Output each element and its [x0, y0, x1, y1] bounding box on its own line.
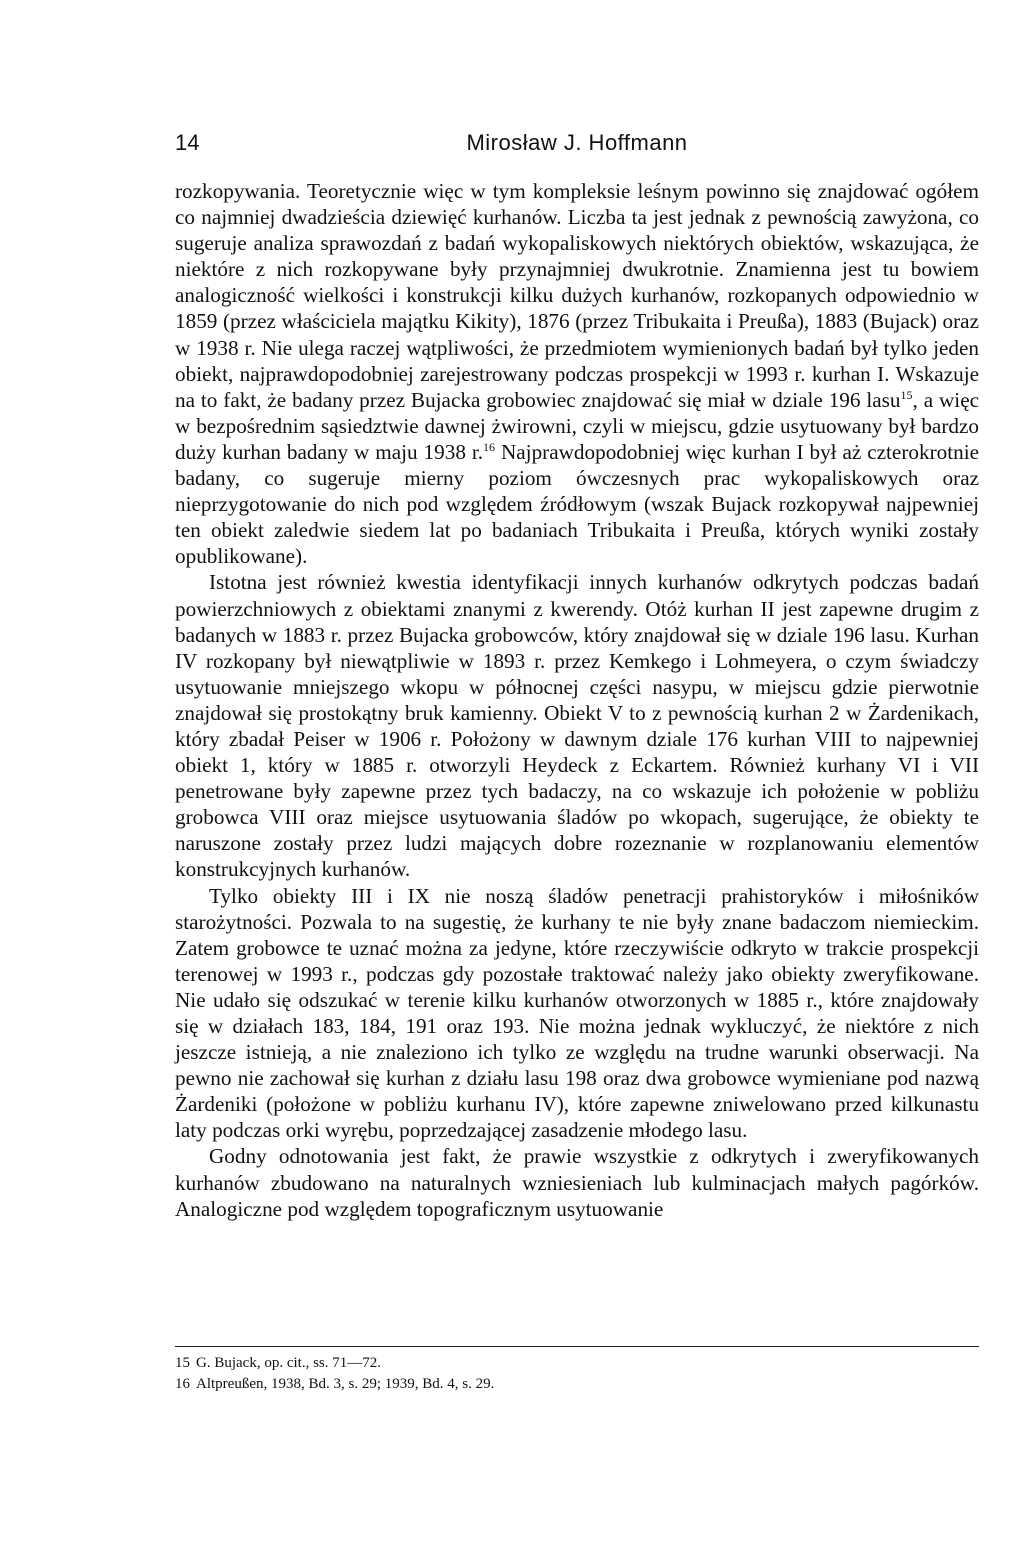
footnote-number: 15 — [175, 1355, 190, 1371]
footnote-reference: 16 — [483, 439, 496, 454]
paragraph-text: rozkopywania. Teoretycznie więc w tym kompleksie leśnym powinno się znajdować ogółem co najmniej dwadzieścia dziewięć kurhanów. Liczba ta jest jednak z pewnością zawyżona, co sugeruje analiza sprawozdań z badań wykopaliskowych niektórych obiektów, wskazująca, że niektóre z nich rozkopywane były przynajmniej dwukrotnie. Znamienna jest tu bowiem analogiczność wielkości i konstrukcji kilku dużych kurhanów, rozkopanych odpowiednio w 1859 (przez właściciela majątku Kikity), 1876 (przez Tribukaita i Preußa), 1883 (Bujack) oraz w 1938 r. Nie ulega raczej wątpliwości, że przedmiotem wymienionych badań był tylko jeden obiekt, najprawdopodobniej zarejestrowany podczas prospekcji w 1993 r. kurhan I. Wskazuje na to fakt, że badany przez Bujacka grobowiec znajdować się miał w dziale 196 lasu — [175, 179, 979, 412]
running-head: Mirosław J. Hoffmann — [466, 130, 688, 155]
footnote-text: Altpreußen, 1938, Bd. 3, s. 29; 1939, Bd. 4, s. 29. — [196, 1376, 495, 1392]
paragraph: Godny odnotowania jest fakt, że prawie wszystkie z odkrytych i zweryfikowanych kurhanów zbudowano na naturalnych wzniesieniach lub kulminacjach małych pagórków. Analogiczne pod względem topograficznym usytuowanie — [175, 1144, 979, 1221]
paragraph-text: , a więc w bezpośrednim sąsiedztwie dawnej żwirowni, czyli w miejscu, gdzie usytuowany był bardzo duży kurhan badany w maju 1938 r. — [175, 387, 980, 464]
footnote — [175, 1374, 979, 1395]
paragraph: Tylko obiekty III i IX nie noszą śladów penetracji prahistoryków i miłośników starożytności. Pozwala to na sugestię, że kurhany te nie były znane badaczom niemieckim. Zatem grobowce te uznać można za jedyne, które rzeczywiście odkryto w trakcie prospekcji terenowej w 1993 r., podczas gdy pozostałe traktować należy jako obiekty zweryfikowane. Nie udało się odszukać w terenie kilku kurhanów otworzonych w 1885 r., które znajdowały się w działach 183, 184, 191 oraz 193. Nie można jednak wykluczyć, że niektóre z nich jeszcze istnieją, a nie znaleziono ich tylko ze względu na trudne warunki obserwacji. Na pewno nie zachował się kurhan z działu lasu 198 oraz dwa grobowce wymieniane pod nazwą Żardeniki (położone w pobliżu kurhanu IV), które zapewne zniwelowano przed kilkunastu laty podczas orki wyrębu, poprzedzającej zasadzenie młodego lasu. — [175, 883, 979, 1143]
body-text — [175, 178, 979, 1222]
paragraph — [175, 178, 979, 569]
footnote — [175, 1353, 979, 1374]
footnote-text: G. Bujack, op. cit., ss. 71—72. — [196, 1355, 381, 1371]
footnote-reference: 15 — [900, 387, 913, 402]
page-header — [175, 128, 979, 164]
page-number: 14 — [175, 130, 200, 155]
footnote-number: 16 — [175, 1376, 190, 1392]
paragraph-text: Najprawdopodobniej więc kurhan I był aż czterokrotnie badany, co sugeruje mierny poziom ówczesnych prac wykopaliskowych oraz nieprzygotowanie do nich pod względem źródłowym (wszak Bujack rozkopywał najpewniej ten obiekt zaledwie siedem lat po badaniach Tribukaita i Preußa, których wyniki zostały opublikowane). — [175, 439, 979, 569]
paragraph: Istotna jest również kwestia identyfikacji innych kurhanów odkrytych podczas badań powierzchniowych z obiektami znanymi z kwerendy. Otóż kurhan II jest zapewne drugim z badanych w 1883 r. przez Bujacka grobowców, który znajdował się w dziale 196 lasu. Kurhan IV rozkopany był niewątpliwie w 1893 r. przez Kemkego i Lohmeyera, o czym świadczy usytuowanie mniejszego wkopu w północnej części nasypu, w miejscu gdzie pierwotnie znajdował się prostokątny bruk kamienny. Obiekt V to z pewnością kurhan 2 w Żardenikach, który zbadał Peiser w 1906 r. Położony w dawnym dziale 176 kurhan VIII to najpewniej obiekt 1, który w 1885 r. otworzyli Heydeck z Eckartem. Również kurhany VI i VII penetrowane były zapewne przez tych badaczy, na co wskazuje ich położenie w pobliżu grobowca VIII oraz miejsce usytuowania śladów po wkopach, sugerujące, że obiekty te naruszone zostały przez ludzi mających dobre rozeznanie w rozplanowaniu elementów konstrukcyjnych kurhanów. — [175, 570, 979, 882]
footnotes — [175, 1353, 979, 1395]
footnote-divider — [175, 1346, 979, 1347]
